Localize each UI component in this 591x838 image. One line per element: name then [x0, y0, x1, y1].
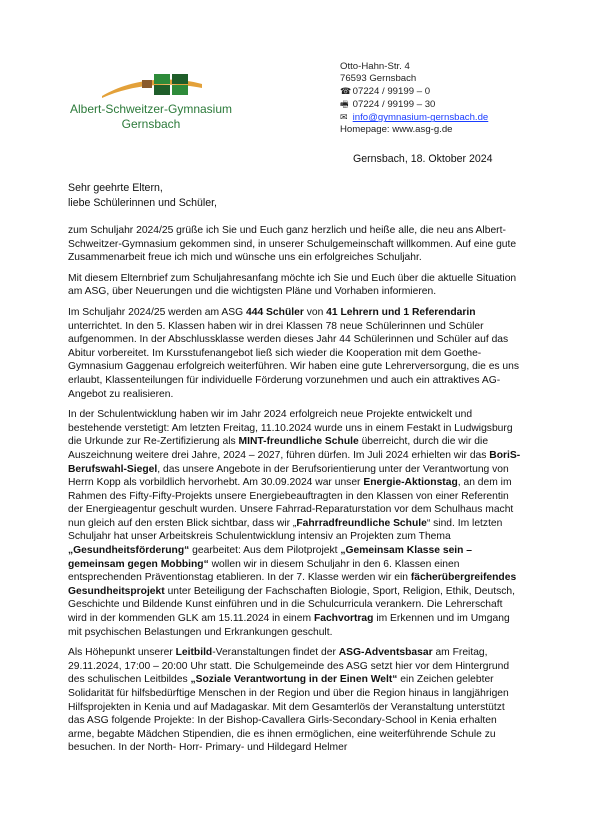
address-email-row [340, 111, 488, 124]
bold-span: ASG-Adventsbasar [338, 647, 433, 659]
bold-span: „Gemeinsam Klasse sein – gemeinsam gegen Mobbing“ [68, 545, 473, 570]
bold-span: „Soziale Verantwortung in der Einen Welt“ [190, 674, 398, 686]
address-fax: 07224 / 99199 – 30 [352, 99, 436, 111]
text-span: ein Zeichen gelebter Solidarität für hilfsbedürftige Menschen in der Region und über die Region hinaus in langjährigen Hilfsprojekten in Kenia und auf Madagaskar. Mit dem Gesamterlös der Veranstaltung unterstützt das ASG folgende Projekte: In der Bishop-Cavallera Girls-Secondary-School in Kenia erhalten arme, begabte Mädchen Stipendien, die es ihnen ermöglichen, eine weiterführende Schule zu besuchen. In der North- Horr- Primary- und Hildegard Helmer [68, 674, 509, 754]
text-span: wollen wir in diesem Schuljahr in den 6. Klassen einen entsprechenden Präventionstag etablieren. In der 7. Klasse werden wir ein [68, 558, 460, 584]
fax-icon: 🖷 [340, 99, 349, 110]
text-span: überreicht, durch die wir die Auszeichnung weitere drei Jahre, 2024 – 2027, führen dürfen. Im Juli 2024 erhielten wir das [68, 436, 490, 461]
bold-span: „Gesundheitsförderung“ [68, 545, 190, 557]
text-span: gearbeitet: Aus dem Pilotprojekt [189, 545, 341, 557]
bold-span: Fahrradfreundliche Schule [296, 517, 427, 529]
school-name [66, 102, 236, 132]
address-street: Otto-Hahn-Str. 4 [340, 61, 410, 72]
text-span: unter Beteiligung der Fachschaften Biologie, Sport, Religion, Ethik, Deutsch, Geschichte und Bildende Kunst einführen und in die Schulcurricula verankern. Die Lehrerschaft wird in der kommenden GLK am 15.11.2024 in einem [68, 585, 515, 625]
paragraph-school-development [68, 408, 523, 639]
address-homepage: Homepage: www.asg-g.de [340, 124, 453, 136]
text-span: In der Schulentwicklung haben wir im Jahr 2024 erfolgreich neue Projekte entwickelt und bestehende verstetigt: Am letzten Freitag, 11.10.2024 wurde uns in einem Festakt in Ludwigsburg die Urkunde zur Re-Zertifizierung als [68, 409, 513, 448]
salutation [68, 181, 217, 211]
bold-span: fächerübergreifendes Gesundheitsprojekt [68, 572, 517, 597]
email-link[interactable]: info@gymnasium-gernsbach.de [352, 112, 489, 124]
bold-span: MINT-freundliche Schule [238, 436, 359, 448]
address-phone-row [340, 85, 488, 98]
bold-span: Fachvortrag [313, 613, 374, 625]
letter-body [68, 224, 523, 762]
paragraph-welcome: zum Schuljahr 2024/25 grüße ich Sie und Euch ganz herzlich und heiße alle, die neu ans Albert-Schweitzer-Gymnasium gekommen sind, in unserer Schulgemeinschaft willkommen. Auf eine gute Zusammenarbeit freue ich mich und wünsche uns ein erfolgreiches Schuljahr. [68, 225, 517, 264]
school-name-line1: Albert-Schweitzer-Gymnasium [69, 102, 233, 116]
salutation-line1: Sehr geehrte Eltern, [68, 182, 163, 194]
address-fax-row [340, 98, 488, 111]
paragraph-intro: Mit diesem Elternbrief zum Schuljahresanfang möchte ich Sie und Euch über die aktuelle Situation am ASG, über Neuerungen und die wichtigsten Pläne und Vorhaben informieren. [68, 272, 517, 298]
text-span: Als Höhepunkt unserer [68, 647, 176, 659]
salutation-line2: liebe Schülerinnen und Schüler, [68, 197, 218, 209]
text-span: “ sind. Im letzten Schuljahr hat unser Arbeitskreis Schulentwicklung intensiv an Projekten zum Thema [68, 517, 503, 543]
text-span: Im Schuljahr 2024/25 werden am ASG [68, 306, 247, 318]
bold-span: 444 Schüler [246, 306, 304, 318]
address-city: 76593 Gernsbach [340, 73, 417, 85]
text-span: , an dem im Rahmen des Fifty-Fifty-Projekts unsere Energiebeauftragten in den Klassen von einer Referentin der Energieagentur geschult wurden. Unsere Fahrrad-Reparaturstation vor dem Schulhaus macht nun gleich auf den ersten Blick sichtbar, dass wir „ [68, 477, 514, 529]
school-name-line2: Gernsbach [121, 117, 181, 131]
bold-span: BoriS-Berufswahl-Siegel [68, 449, 521, 475]
text-span: , das unsere Angebote in der Berufsorientierung unter der Verantwortung von Herrn Kopp als vorbildlich hervorhebt. Am 30.09.2024 war unser [68, 463, 509, 489]
bold-span: 41 Lehrern und 1 Referendarin [326, 306, 476, 318]
email-icon: ✉ [340, 112, 348, 123]
school-logo-icon [102, 72, 202, 100]
sender-address [340, 61, 488, 137]
paragraph-advent-bazaar [68, 646, 523, 755]
bold-span: Energie-Aktionstag [363, 477, 458, 489]
text-span: unterrichtet. In den 5. Klassen haben wir in drei Klassen 78 neue Schülerinnen und Schüler aufgenommen. In der Abschlussklasse werden dieses Jahr 44 Schülerinnen und Schüler auf das Abitur vorbereitet. Im Kursstufenangebot ließ sich wieder die Kooperation mit dem Goethe-Gymnasium Gaggenau erfolgreich weiterführen. Wir haben eine gute Lehrerversorgung, die es uns erlaubt, Klassenteilungen für individuelle Förderung vorzunehmen und auch ein attraktives AG-Angebot zu realisieren. [68, 320, 520, 400]
address-phone: 07224 / 99199 – 0 [352, 86, 431, 98]
bold-span: Leitbild [175, 647, 213, 659]
paragraph-statistics [68, 306, 523, 401]
school-logo [66, 72, 236, 132]
text-span: am Freitag, 29.11.2024, 17:00 – 20:00 Uhr statt. Die Schulgemeinde des ASG setzt hier vor dem Hintergrund des schulischen Leitbildes [68, 647, 510, 686]
telephone-icon: ☎ [340, 86, 352, 97]
text-span: im Erkennen und im Umgang mit psychischen Belastungen und Erkrankungen geschult. [68, 613, 510, 638]
letter-date: Gernsbach, 18. Oktober 2024 [353, 153, 493, 165]
text-span: von [303, 306, 327, 318]
text-span: -Veranstaltungen findet der [212, 647, 339, 659]
